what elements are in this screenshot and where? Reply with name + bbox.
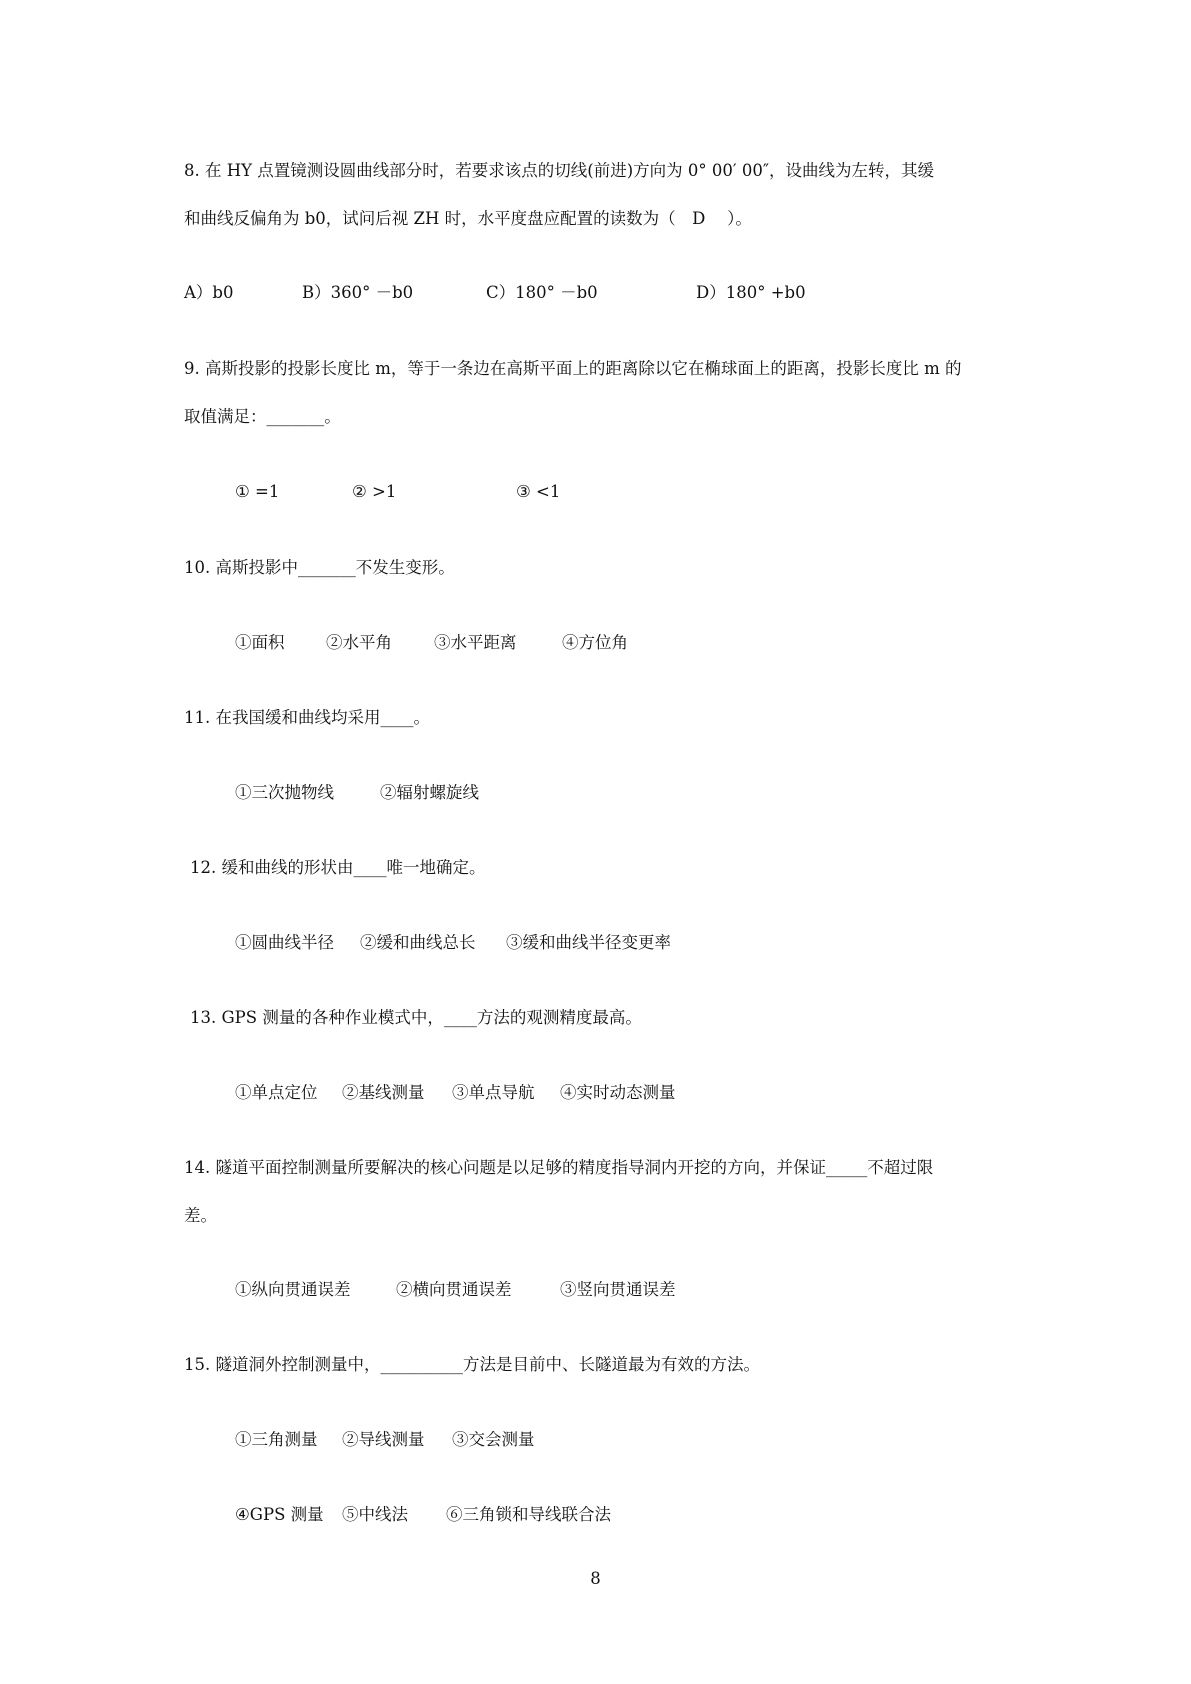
- question-15-option-5: ⑤中线法: [342, 1505, 408, 1524]
- question-13-line-1: 13. GPS 测量的各种作业模式中，____方法的观测精度最高。: [190, 1008, 642, 1027]
- question-9-option-3: ③ <1: [516, 482, 561, 501]
- question-10-option-1: ①面积: [235, 633, 285, 652]
- question-10-option-2: ②水平角: [326, 633, 392, 652]
- question-14-option-1: ①纵向贯通误差: [235, 1280, 351, 1299]
- question-9-line-1: 9. 高斯投影的投影长度比 m，等于一条边在高斯平面上的距离除以它在椭球面上的距离，投影长度比 m 的: [184, 359, 962, 378]
- question-8-option-a: A）b0: [184, 283, 234, 302]
- question-10-option-3: ③水平距离: [434, 633, 517, 652]
- question-9-option-2: ② >1: [352, 482, 397, 501]
- question-15-line-1: 15. 隧道洞外控制测量中，__________方法是目前中、长隧道最为有效的方法。: [184, 1355, 760, 1374]
- question-13-option-3: ③单点导航: [452, 1083, 535, 1102]
- question-12-option-1: ①圆曲线半径: [235, 933, 334, 952]
- question-15-option-1: ①三角测量: [235, 1430, 318, 1449]
- question-8-option-b: B）360° －b0: [302, 283, 414, 302]
- question-10-line-1: 10. 高斯投影中_______不发生变形。: [184, 558, 455, 577]
- question-8-line-2: 和曲线反偏角为 b0，试问后视 ZH 时，水平度盘应配置的读数为（ D ）。: [184, 209, 752, 228]
- question-15-option-2: ②导线测量: [342, 1430, 425, 1449]
- question-8-option-d: D）180° +b0: [696, 283, 806, 302]
- question-8-line-1: 8. 在 HY 点置镜测设圆曲线部分时，若要求该点的切线(前进)方向为 0° 00′ 00″，设曲线为左转，其缓: [184, 161, 935, 180]
- question-14-line-2: 差。: [184, 1206, 217, 1225]
- question-13-option-1: ①单点定位: [235, 1083, 318, 1102]
- question-15-option-3: ③交会测量: [452, 1430, 535, 1449]
- question-9-line-2: 取值满足：_______。: [184, 407, 341, 426]
- question-14-option-3: ③竖向贯通误差: [560, 1280, 676, 1299]
- question-12-line-1: 12. 缓和曲线的形状由____唯一地确定。: [190, 858, 486, 877]
- question-10-option-4: ④方位角: [562, 633, 628, 652]
- question-11-line-1: 11. 在我国缓和曲线均采用____。: [184, 708, 430, 727]
- question-9-option-1: ① =1: [235, 482, 280, 501]
- question-14-option-2: ②横向贯通误差: [396, 1280, 512, 1299]
- question-15-option-4: ④GPS 测量: [235, 1505, 324, 1524]
- question-8-option-c: C）180° －b0: [486, 283, 598, 302]
- question-12-option-3: ③缓和曲线半径变更率: [506, 933, 671, 952]
- question-14-line-1: 14. 隧道平面控制测量所要解决的核心问题是以足够的精度指导洞内开挖的方向，并保证_____不超过限: [184, 1158, 934, 1177]
- page-number: 8: [590, 1569, 601, 1588]
- question-15-option-6: ⑥三角锁和导线联合法: [446, 1505, 611, 1524]
- question-11-option-1: ①三次抛物线: [235, 783, 334, 802]
- question-13-option-2: ②基线测量: [342, 1083, 425, 1102]
- question-11-option-2: ②辐射螺旋线: [380, 783, 479, 802]
- question-12-option-2: ②缓和曲线总长: [360, 933, 476, 952]
- question-13-option-4: ④实时动态测量: [560, 1083, 676, 1102]
